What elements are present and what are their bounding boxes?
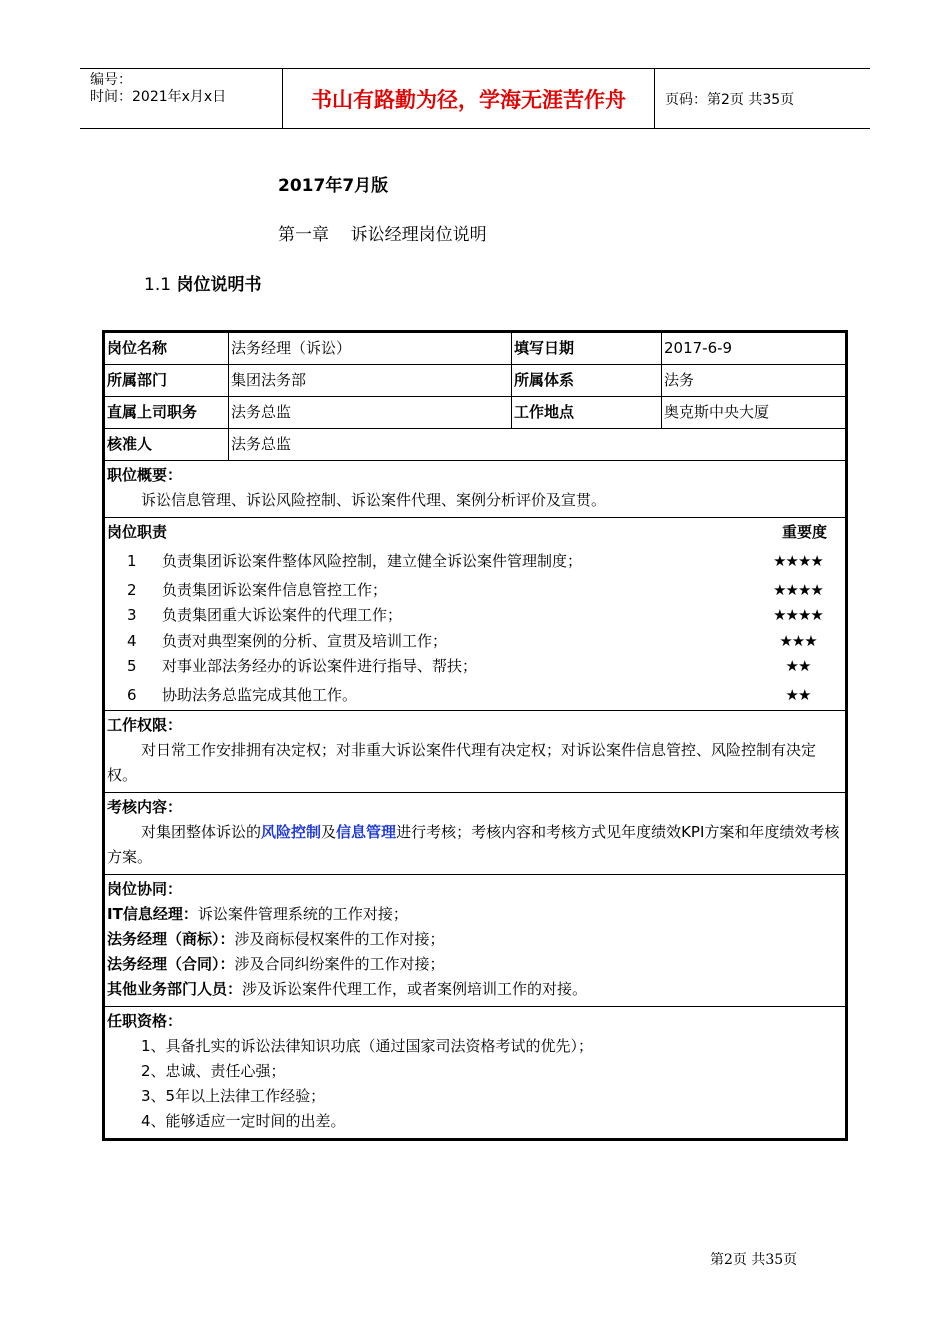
- summary-title: 职位概要：: [107, 466, 183, 484]
- field-value: 集团法务部: [229, 365, 512, 396]
- field-value: 法务经理（诉讼）: [229, 333, 512, 364]
- duty-text: 协助法务总监完成其他工作。: [162, 685, 358, 704]
- version-title: 2017年7月版: [278, 176, 389, 196]
- duty-number: 1: [127, 552, 137, 570]
- assessment-title: 考核内容：: [107, 798, 183, 816]
- duty-item: [107, 654, 843, 680]
- field-value: 法务: [664, 371, 695, 389]
- table-row: [105, 397, 845, 429]
- collab-item: [107, 927, 843, 952]
- page-label: 页码：第2页 共35页: [665, 91, 795, 108]
- importance-stars: ★★★★: [773, 580, 823, 599]
- field-label: 岗位名称: [105, 333, 229, 364]
- collab-item: [107, 952, 843, 977]
- collab-item: [107, 977, 843, 1002]
- assessment-text: [107, 820, 843, 870]
- collab-item: [107, 902, 843, 927]
- date-label: 时间：2021年x月x日: [90, 89, 227, 105]
- duty-number: 3: [127, 606, 137, 624]
- summary-text: 诉讼信息管理、诉讼风险控制、诉讼案件代理、案例分析评价及宣贯。: [141, 491, 607, 509]
- header-left: [80, 69, 282, 128]
- assessment-text-part: 及: [321, 823, 337, 841]
- page-header: [80, 68, 870, 129]
- duty-item: [107, 629, 843, 655]
- duty-text: 负责集团重大诉讼案件的代理工作；: [162, 606, 403, 624]
- collab-role: 其他业务部门人员：: [107, 980, 243, 998]
- duty-item: [107, 549, 843, 575]
- collab-role: IT信息经理：: [107, 905, 198, 923]
- duty-text: 负责对典型案例的分析、宣贯及培训工作；: [162, 631, 448, 650]
- authority-section: [105, 711, 845, 793]
- job-description-table: [102, 330, 848, 1141]
- table-row: [105, 429, 845, 461]
- authority-text: 对日常工作安排拥有决定权；对非重大诉讼案件代理有决定权；对诉讼案件信息管控、风险控制有决定权。: [107, 741, 817, 784]
- duty-text: 负责集团诉讼案件信息管控工作；: [162, 580, 388, 599]
- duty-item: [107, 603, 843, 629]
- collab-role: 法务经理（商标）：: [107, 930, 235, 948]
- number-label: 编号：: [90, 72, 132, 88]
- duty-number: 6: [127, 685, 137, 704]
- duty-number: 2: [127, 580, 137, 599]
- approver-value: 法务总监: [231, 435, 292, 453]
- qualification-item: 4、能够适应一定时间的出差。: [141, 1112, 346, 1130]
- summary-section: [105, 461, 845, 518]
- duty-item: [107, 683, 843, 709]
- approver-label: 核准人: [105, 429, 229, 460]
- collab-text: 诉讼案件管理系统的工作对接；: [197, 905, 408, 923]
- field-value: 法务总监: [229, 397, 512, 428]
- collaboration-section: [105, 875, 845, 1007]
- authority-title: 工作权限：: [107, 716, 183, 734]
- motto: 书山有路勤为径，学海无涯苦作舟: [282, 69, 655, 128]
- importance-stars: ★★: [785, 685, 811, 704]
- importance-stars: ★★★★: [773, 552, 823, 570]
- qualification-item: 1、具备扎实的诉讼法律知识功底（通过国家司法资格考试的优先）；: [141, 1037, 594, 1055]
- section-title: [144, 270, 261, 295]
- assessment-section: [105, 793, 845, 875]
- collab-text: 涉及诉讼案件代理工作，或者案例培训工作的对接。: [242, 980, 588, 998]
- info-management-link[interactable]: 信息管理: [336, 823, 397, 841]
- assessment-text-part: 对集团整体诉讼的: [141, 823, 262, 841]
- duty-text: 对事业部法务经办的诉讼案件进行指导、帮扶；: [162, 657, 478, 675]
- field-label: 所属体系: [512, 365, 662, 396]
- collab-text: 涉及商标侵权案件的工作对接；: [234, 930, 445, 948]
- duties-section: [105, 518, 845, 711]
- table-row: [105, 365, 845, 397]
- table-row: [105, 333, 845, 365]
- section-number: 1.1: [144, 275, 172, 295]
- field-value: 2017-6-9: [664, 339, 733, 357]
- importance-stars: ★★: [785, 657, 811, 675]
- field-label: 所属部门: [105, 365, 229, 396]
- assessment-text-part: 进行考核；考核内容和考核方式见年度绩效KPI方案和年度绩效考核方案。: [107, 823, 840, 866]
- qualification-item: 3、5年以上法律工作经验；: [141, 1087, 326, 1105]
- risk-control-link[interactable]: 风险控制: [261, 823, 322, 841]
- field-label: 直属上司职务: [105, 397, 229, 428]
- qualification-section: [105, 1007, 845, 1138]
- section-name: 岗位说明书: [176, 275, 262, 295]
- duty-number: 5: [127, 657, 137, 675]
- field-value: 奥克斯中央大厦: [664, 403, 770, 421]
- duty-text: 负责集团诉讼案件整体风险控制，建立健全诉讼案件管理制度；: [162, 552, 583, 570]
- collaboration-title: 岗位协同：: [107, 880, 183, 898]
- collab-text: 涉及合同纠纷案件的工作对接；: [234, 955, 445, 973]
- duties-title: 岗位职责: [107, 523, 168, 541]
- importance-stars: ★★★★: [773, 606, 823, 624]
- duty-item: [107, 578, 843, 604]
- chapter-title: 第一章 诉讼经理岗位说明: [278, 225, 487, 245]
- collab-role: 法务经理（合同）：: [107, 955, 235, 973]
- page-footer: 第2页 共35页: [710, 1252, 798, 1268]
- field-label: 填写日期: [512, 333, 662, 364]
- importance-stars: ★★★: [779, 631, 817, 650]
- field-label: 工作地点: [512, 397, 662, 428]
- qualification-item: 2、忠诚、责任心强；: [141, 1062, 286, 1080]
- qualification-title: 任职资格：: [107, 1012, 183, 1030]
- duty-number: 4: [127, 631, 137, 650]
- importance-label: 重要度: [781, 523, 827, 541]
